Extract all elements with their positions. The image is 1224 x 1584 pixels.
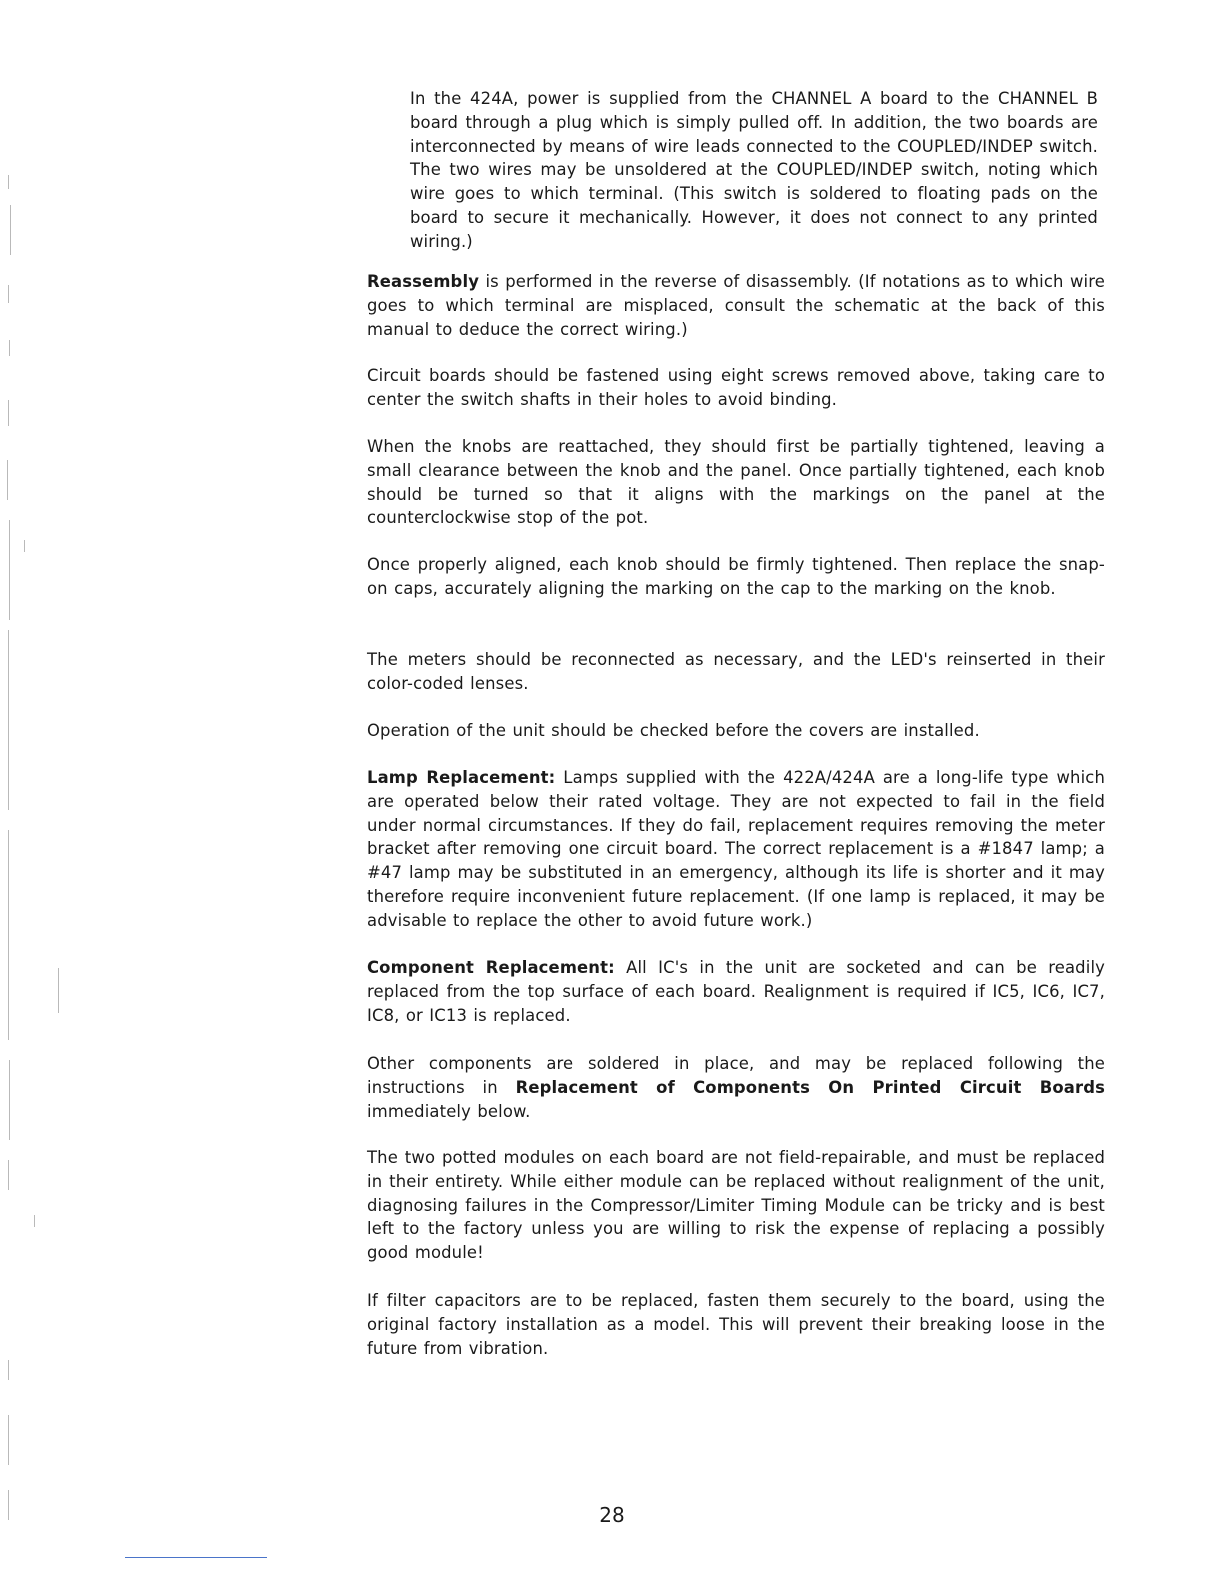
paragraph-circuit-boards: Circuit boards should be fastened using eight screws removed above, taking care to center the switch shafts in their holes to avoid binding.	[367, 366, 1105, 409]
scan-artifact	[8, 1360, 9, 1380]
footnote-rule	[125, 1557, 267, 1558]
scan-artifact	[7, 460, 8, 500]
paragraph-reassembly	[367, 270, 1105, 341]
paragraph-filter-capacitors: If filter capacitors are to be replaced, fasten them securely to the board, using the original factory installation as a model. This will prevent their breaking loose in the future from vibration.	[367, 1291, 1105, 1358]
paragraph-potted-modules: The two potted modules on each board are not field-repairable, and must be replaced in their entirety. While either module can be replaced without realignment of the unit, diagnosing failures in the Compressor/Limiter Timing Module can be tricky and is best left to the factory unless you are willing to risk the expense of replacing a possibly good module!	[367, 1148, 1105, 1263]
lamp-replacement-heading: Lamp Replacement:	[367, 768, 556, 787]
paragraph-424a-power: In the 424A, power is supplied from the CHANNEL A board to the CHANNEL B board through a plug which is simply pulled off. In addition, the two boards are interconnected by means of wire leads connected to the COUPLED/INDEP switch. The two wires may be unsoldered at the COUPLED/INDEP switch, noting which wire goes to which terminal. (This switch is soldered to floating pads on the board to secure it mechanically. However, it does not connect to any printed wiring.)	[410, 89, 1098, 251]
paragraph-other-components	[367, 1052, 1105, 1123]
paragraph-meters: The meters should be reconnected as necessary, and the LED's reinserted in their color-coded lenses.	[367, 650, 1105, 693]
scan-artifact	[8, 285, 9, 303]
lamp-replacement-text: Lamps supplied with the 422A/424A are a long-life type which are operated below their rated voltage. They are not expected to fail in the field under normal circumstances. If they do fail, replacement requires removing the meter bracket after removing one circuit board. The correct replacement is a #1847 lamp; a #47 lamp may be substituted in an emergency, although its life is shorter and it may therefore require inconvenient future replacement. (If one lamp is replaced, it may be advisable to replace the other to avoid future work.)	[367, 768, 1105, 930]
paragraph-component-replacement	[367, 956, 1105, 1027]
scan-artifact	[8, 630, 9, 810]
reassembly-heading: Reassembly	[367, 272, 480, 291]
paragraph-lamp-replacement	[367, 766, 1105, 933]
scan-artifact	[9, 520, 10, 620]
scan-artifact	[10, 205, 11, 255]
other-components-text-before: Other components are soldered in place, and may be replaced following the instructions in	[367, 1054, 1105, 1097]
paragraph-operation-check: Operation of the unit should be checked before the covers are installed.	[367, 721, 980, 740]
scan-artifact	[8, 175, 9, 189]
scan-artifact	[8, 400, 9, 426]
scan-artifact	[24, 540, 25, 552]
scan-artifact	[8, 1415, 9, 1465]
component-replacement-text: All IC's in the unit are socketed and can be readily replaced from the top surface of each board. Realignment is required if IC5, IC6, IC7, IC8, or IC13 is replaced.	[367, 958, 1105, 1025]
other-components-text-after: immediately below.	[367, 1101, 531, 1121]
paragraph-knob-alignment: Once properly aligned, each knob should be firmly tightened. Then replace the snap-on caps, accurately aligning the marking on the cap to the marking on the knob.	[367, 555, 1105, 598]
paragraph-knobs: When the knobs are reattached, they should first be partially tightened, leaving a small clearance between the knob and the panel. Once partially tightened, each knob should be turned so that it aligns with the markings on the panel at the counterclockwise stop of the pot.	[367, 437, 1105, 528]
scan-artifact	[8, 1490, 9, 1520]
scan-artifact	[9, 1060, 10, 1140]
scan-artifact	[58, 968, 59, 1013]
component-replacement-heading: Component Replacement:	[367, 958, 615, 977]
reassembly-text: is performed in the reverse of disassembly. (If notations as to which wire goes to which terminal are misplaced, consult the schematic at the back of this manual to deduce the correct wiring.)	[367, 272, 1105, 339]
replacement-section-reference: Replacement of Components On Printed Circuit Boards	[515, 1077, 1105, 1097]
page-number: 28	[599, 1503, 625, 1527]
scan-artifact	[9, 340, 10, 356]
scan-artifact	[8, 830, 9, 1040]
scan-artifact	[34, 1215, 35, 1227]
scan-artifact	[8, 1160, 9, 1190]
